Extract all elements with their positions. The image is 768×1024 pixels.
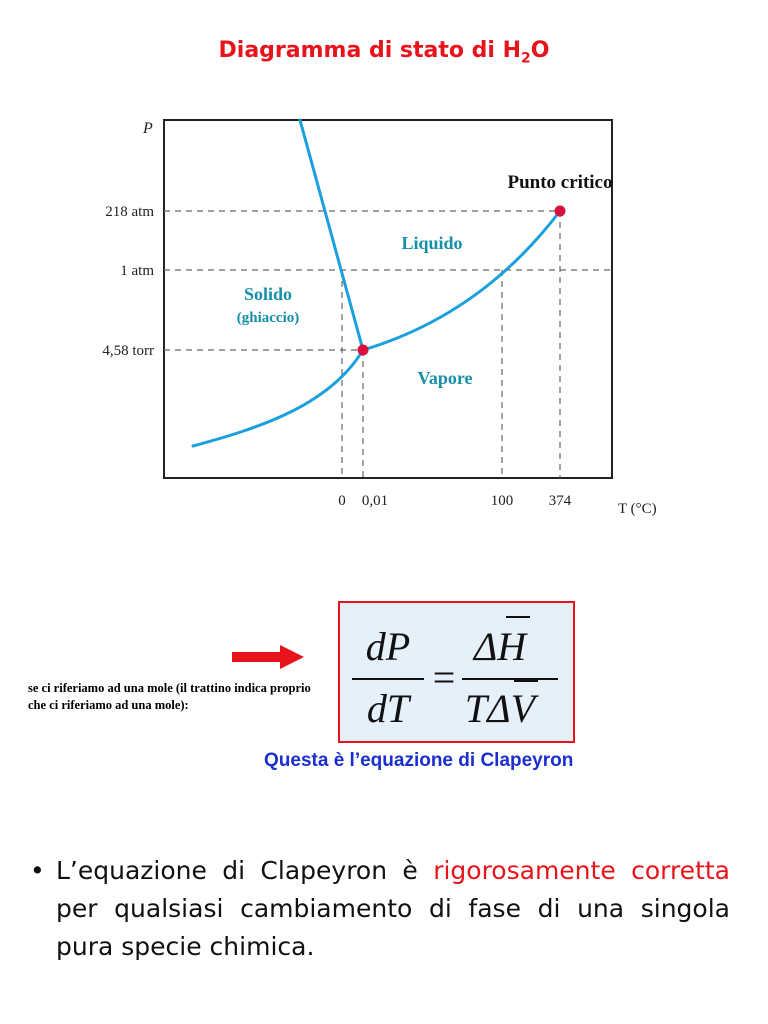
mole-note: se ci riferiamo ad una mole (il trattino indica proprio che ci riferiamo ad una mole): [28,681,311,712]
temperature-tick: 0,01 [361,493,389,509]
vaporization-curve [363,211,560,350]
triple-point [358,345,369,356]
denominator-dt: dT [366,686,410,731]
region-vapor: Vapore [417,368,473,388]
sublimation-curve [193,350,363,446]
temperature-tick: 374 [548,493,572,509]
bullet-point [30,852,730,966]
pressure-tick: 218 atm [105,204,154,220]
region-solid-sub: (ghiaccio) [236,310,300,326]
pressure-tick: 1 atm [120,263,154,279]
region-liquid: Liquido [401,233,463,253]
fusion-curve [300,120,363,350]
pressure-tick: 4,58 torr [102,343,154,359]
highlight-text: rigorosamente corretta [433,856,730,885]
bullet-text: L’equazione di Clapeyron è rigorosamente corretta per qualsiasi cambiamento di fase di una singola pura specie chimica. [56,856,730,961]
region-solid: Solido [243,284,293,304]
numerator-dh: ΔH [473,624,527,669]
equals-sign: = [432,655,456,700]
denominator-tdv: TΔV [464,686,536,731]
bullet-dot: • [30,856,45,885]
x-axis-label: T (°C) [618,501,657,517]
temperature-tick: 0 [338,493,346,509]
numerator-dp: dP [365,624,411,669]
clapeyron-equation [340,603,573,741]
clapeyron-equation-box [338,601,575,743]
right-arrow-icon [232,645,304,669]
temperature-tick: 100 [490,493,514,509]
y-axis-label: P [143,120,153,137]
equation-caption: Questa è l’equazione di Clapeyron [264,750,574,771]
critical-point [555,206,566,217]
page-title: Diagramma di stato di $H_2O$ [218,38,550,67]
critical-point-label: Punto critico [507,172,613,193]
